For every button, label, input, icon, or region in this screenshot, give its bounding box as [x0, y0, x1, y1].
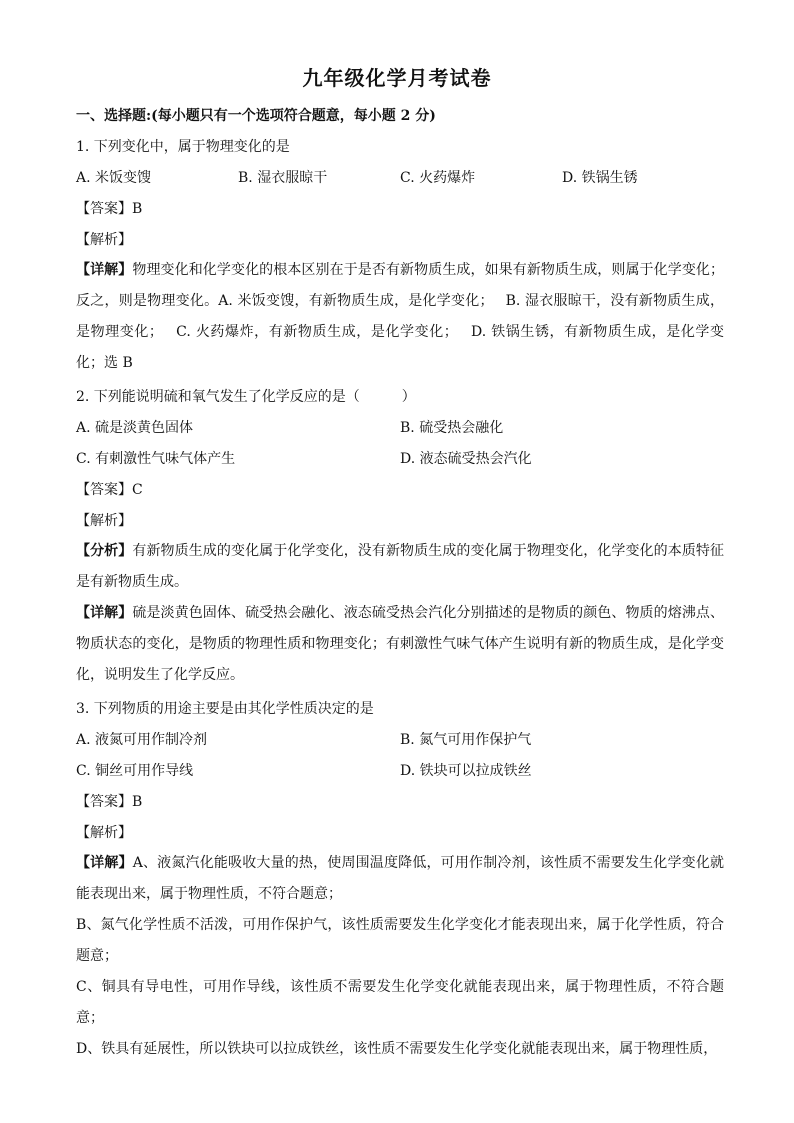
question-3-stem: 3. 下列物质的用途主要是由其化学性质决定的是 — [76, 701, 374, 717]
question-2-detail-text: 硫是淡黄色固体、硫受热会融化、液态硫受热会汽化分别描述的是物质的颜色、物质的熔沸点、物质状态的变化，是物质的物理性质和物理变化；有刺激性气味气体产生说明有新的物质生成，是化学变化，说明发生了化学反应。 — [76, 605, 725, 683]
question-2-detail-label: 【详解】 — [76, 605, 133, 621]
question-3-option-b: B. 氮气可用作保护气 — [400, 732, 532, 748]
question-3-option-d: D. 铁块可以拉成铁丝 — [400, 763, 532, 779]
question-3-detail-label: 【详解】 — [76, 855, 133, 871]
question-3-option-c: C. 铜丝可用作导线 — [76, 763, 194, 779]
question-3-detail-c: C、铜具有导电性，可用作导线，该性质不需要发生化学变化就能表现出来，属于物理性质，不符合题意； — [76, 979, 724, 1026]
question-3-detail-d: D、铁具有延展性，所以铁块可以拉成铁丝，该性质不需要发生化学变化就能表现出来，属于物理性质， — [76, 1041, 718, 1057]
question-3-detail-a-text: A、液氮汽化能吸收大量的热，使周围温度降低，可用作制冷剂，该性质不需要发生化学变化就能表现出来，属于物理性质，不符合题意； — [76, 855, 725, 902]
question-1-option-d: D. 铁锅生锈 — [562, 170, 638, 186]
question-2-analysis-label: 【解析】 — [76, 513, 132, 529]
question-3-detail-b: B、氮气化学性质不活泼，可用作保护气，该性质需要发生化学变化才能表现出来，属于化学性质，符合题意； — [76, 917, 724, 964]
question-2-analyze — [76, 536, 724, 598]
question-2-analyze-label: 【分析】 — [76, 543, 133, 559]
question-1-detail-text: 物理变化和化学变化的根本区别在于是否有新物质生成，如果有新物质生成，则属于化学变化；反之，则是物理变化。A. 米饭变馊，有新物质生成，是化学变化； B. 湿衣服晾干，没有新物质生成，是物理变化； C. 火药爆炸，有新物质生成，是化学变化； D. 铁锅生锈，有新物质生成，是化学变化；选 B — [76, 262, 725, 371]
question-2-answer: 【答案】C — [76, 482, 143, 498]
question-3-detail-a — [76, 848, 724, 910]
question-1-detail-label: 【详解】 — [76, 262, 133, 278]
question-2-analyze-text: 有新物质生成的变化属于化学变化，没有新物质生成的变化属于物理变化，化学变化的本质特征是有新物质生成。 — [76, 543, 725, 590]
question-3-option-a: A. 液氮可用作制冷剂 — [76, 732, 208, 748]
page-title: 九年级化学月考试卷 — [302, 66, 492, 90]
section-heading: 一、选择题:(每小题只有一个选项符合题意，每小题 2 分) — [76, 108, 436, 124]
question-2-stem: 2. 下列能说明硫和氧气发生了化学反应的是（ ） — [76, 389, 416, 405]
question-2-option-b: B. 硫受热会融化 — [400, 420, 504, 436]
question-1-option-c: C. 火药爆炸 — [400, 170, 476, 186]
question-1-stem: 1. 下列变化中，属于物理变化的是 — [76, 139, 290, 155]
question-1-analysis-label: 【解析】 — [76, 232, 132, 248]
question-2-detail — [76, 598, 724, 691]
question-3-answer: 【答案】B — [76, 794, 143, 810]
question-1-option-a: A. 米饭变馊 — [76, 170, 152, 186]
question-1-option-b: B. 湿衣服晾干 — [238, 170, 328, 186]
question-2-option-d: D. 液态硫受热会汽化 — [400, 451, 532, 467]
question-3-analysis-label: 【解析】 — [76, 825, 132, 841]
question-2-option-c: C. 有刺激性气味气体产生 — [76, 451, 236, 467]
question-1-answer: 【答案】B — [76, 201, 143, 217]
question-2-option-a: A. 硫是淡黄色固体 — [76, 420, 194, 436]
question-1-detail — [76, 255, 724, 379]
